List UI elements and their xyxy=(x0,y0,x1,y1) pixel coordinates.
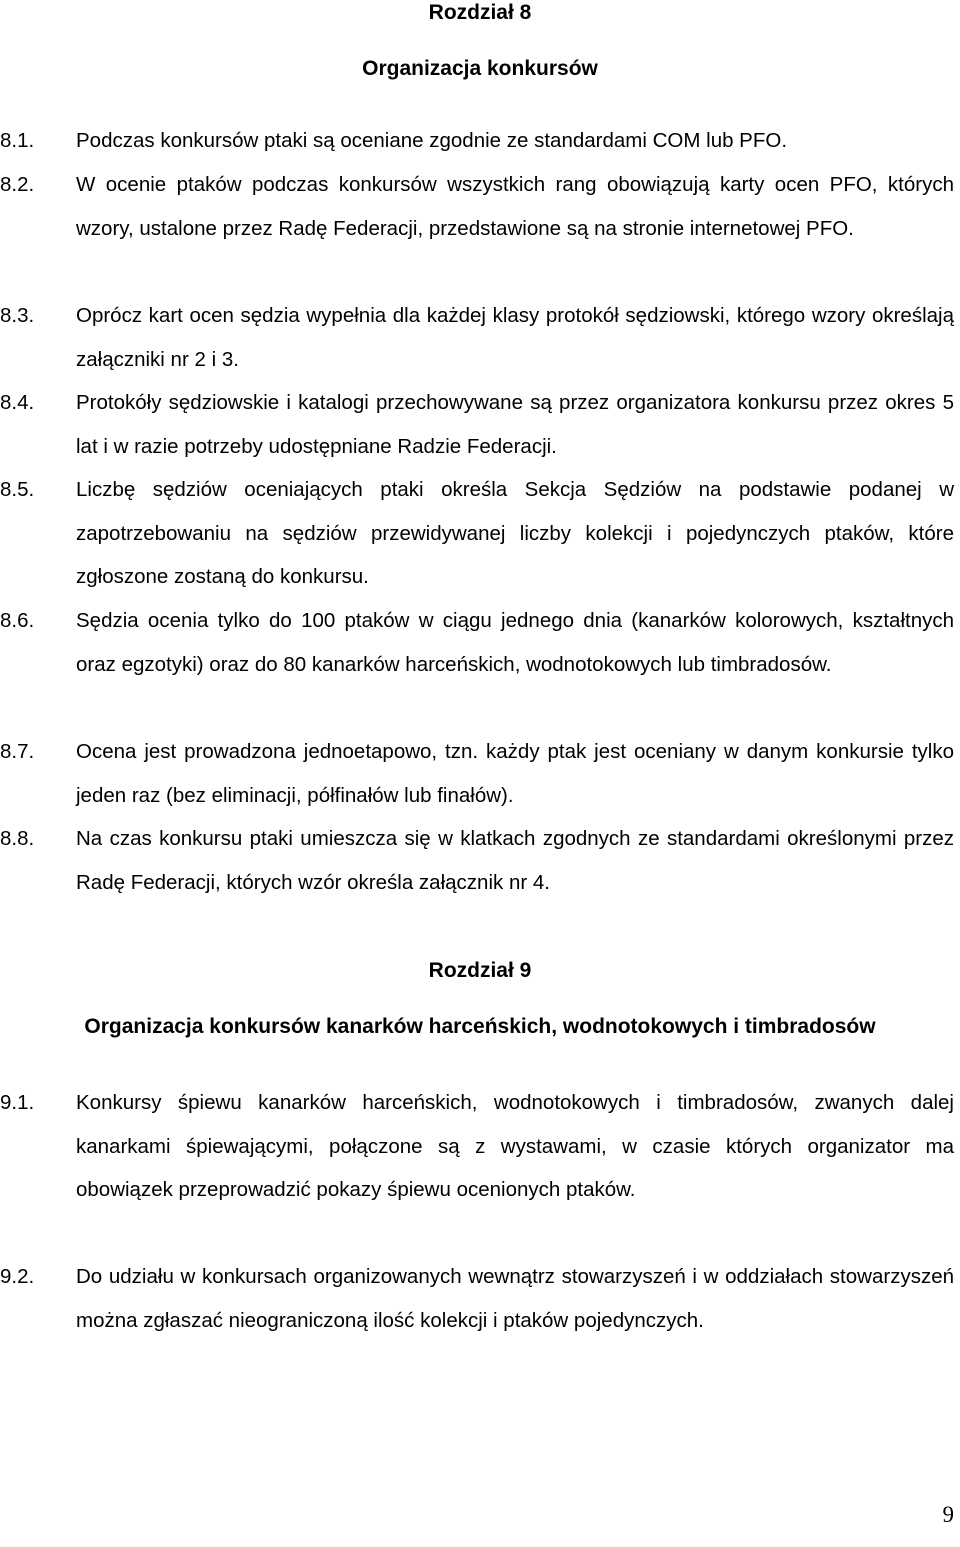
paragraph-text: W ocenie ptaków podczas konkursów wszystkich rang obowiązują karty ocen PFO, których wzory, ustalone przez Radę Federacji, przedstawione są na stronie internetowej PFO. xyxy=(76,173,954,240)
paragraph-text: Konkursy śpiewu kanarków harceńskich, wodnotokowych i timbradosów, zwanych dalej kanarkami śpiewającymi, połączone są z wystawami, w czasie których organizator ma obowiązek przeprowadzić pokazy śpiewu ocenionych ptaków. xyxy=(76,1091,954,1201)
chapter-8-title: Organizacja konkursów xyxy=(362,57,598,80)
paragraph-number: 8.4. xyxy=(0,391,35,414)
page-number: 9 xyxy=(942,1502,954,1527)
paragraph-number: 8.1. xyxy=(0,129,35,152)
paragraph-8-8 xyxy=(0,817,960,904)
paragraph-number: 9.1. xyxy=(0,1091,35,1114)
paragraph-text: Ocena jest prowadzona jednoetapowo, tzn. każdy ptak jest oceniany w danym konkursie tylko jeden raz (bez eliminacji, półfinałów lub finałów). xyxy=(76,740,954,807)
paragraph-text: Na czas konkursu ptaki umieszcza się w klatkach zgodnych ze standardami określonymi przez Radę Federacji, których wzór określa załącznik nr 4. xyxy=(76,827,954,894)
paragraph-text: Protokóły sędziowskie i katalogi przechowywane są przez organizatora konkursu przez okres 5 lat i w razie potrzeby udostępniane Radzie Federacji. xyxy=(76,391,954,458)
paragraph-number: 8.6. xyxy=(0,609,35,632)
paragraph-text: Liczbę sędziów oceniających ptaki określa Sekcja Sędziów na podstawie podanej w zapotrzebowaniu na sędziów przewidywanej liczby kolekcji i pojedynczych ptaków, które zgłoszone zostaną do konkursu. xyxy=(76,478,954,588)
paragraph-9-2 xyxy=(0,1255,960,1342)
paragraph-9-1 xyxy=(0,1081,960,1212)
paragraph-text: Do udziału w konkursach organizowanych wewnątrz stowarzyszeń i w oddziałach stowarzyszeń można zgłaszać nieograniczoną ilość kolekcji i ptaków pojedynczych. xyxy=(76,1265,954,1332)
chapter-9-title: Organizacja konkursów kanarków harceńskich, wodnotokowych i timbradosów xyxy=(84,1015,876,1038)
paragraph-8-6 xyxy=(0,599,960,686)
paragraph-text: Sędzia ocenia tylko do 100 ptaków w ciągu jednego dnia (kanarków kolorowych, kształtnych oraz egzotyki) oraz do 80 kanarków harceńskich, wodnotokowych lub timbradosów. xyxy=(76,609,954,676)
paragraph-number: 8.3. xyxy=(0,304,35,327)
paragraph-8-4 xyxy=(0,381,960,468)
paragraph-number: 8.8. xyxy=(0,827,35,850)
paragraph-8-3 xyxy=(0,294,960,381)
chapter-8-label: Rozdział 8 xyxy=(428,1,532,24)
paragraph-number: 8.2. xyxy=(0,173,35,196)
paragraph-8-2 xyxy=(0,163,960,250)
paragraph-8-7 xyxy=(0,730,960,817)
paragraph-number: 9.2. xyxy=(0,1265,35,1288)
paragraph-number: 8.7. xyxy=(0,740,35,763)
paragraph-number: 8.5. xyxy=(0,478,35,501)
paragraph-text: Podczas konkursów ptaki są oceniane zgodnie ze standardami COM lub PFO. xyxy=(76,129,788,152)
paragraph-8-1 xyxy=(0,119,960,163)
chapter-9-label: Rozdział 9 xyxy=(428,959,532,982)
paragraph-text: Oprócz kart ocen sędzia wypełnia dla każdej klasy protokół sędziowski, którego wzory określają załączniki nr 2 i 3. xyxy=(76,304,954,371)
paragraph-8-5 xyxy=(0,468,960,599)
